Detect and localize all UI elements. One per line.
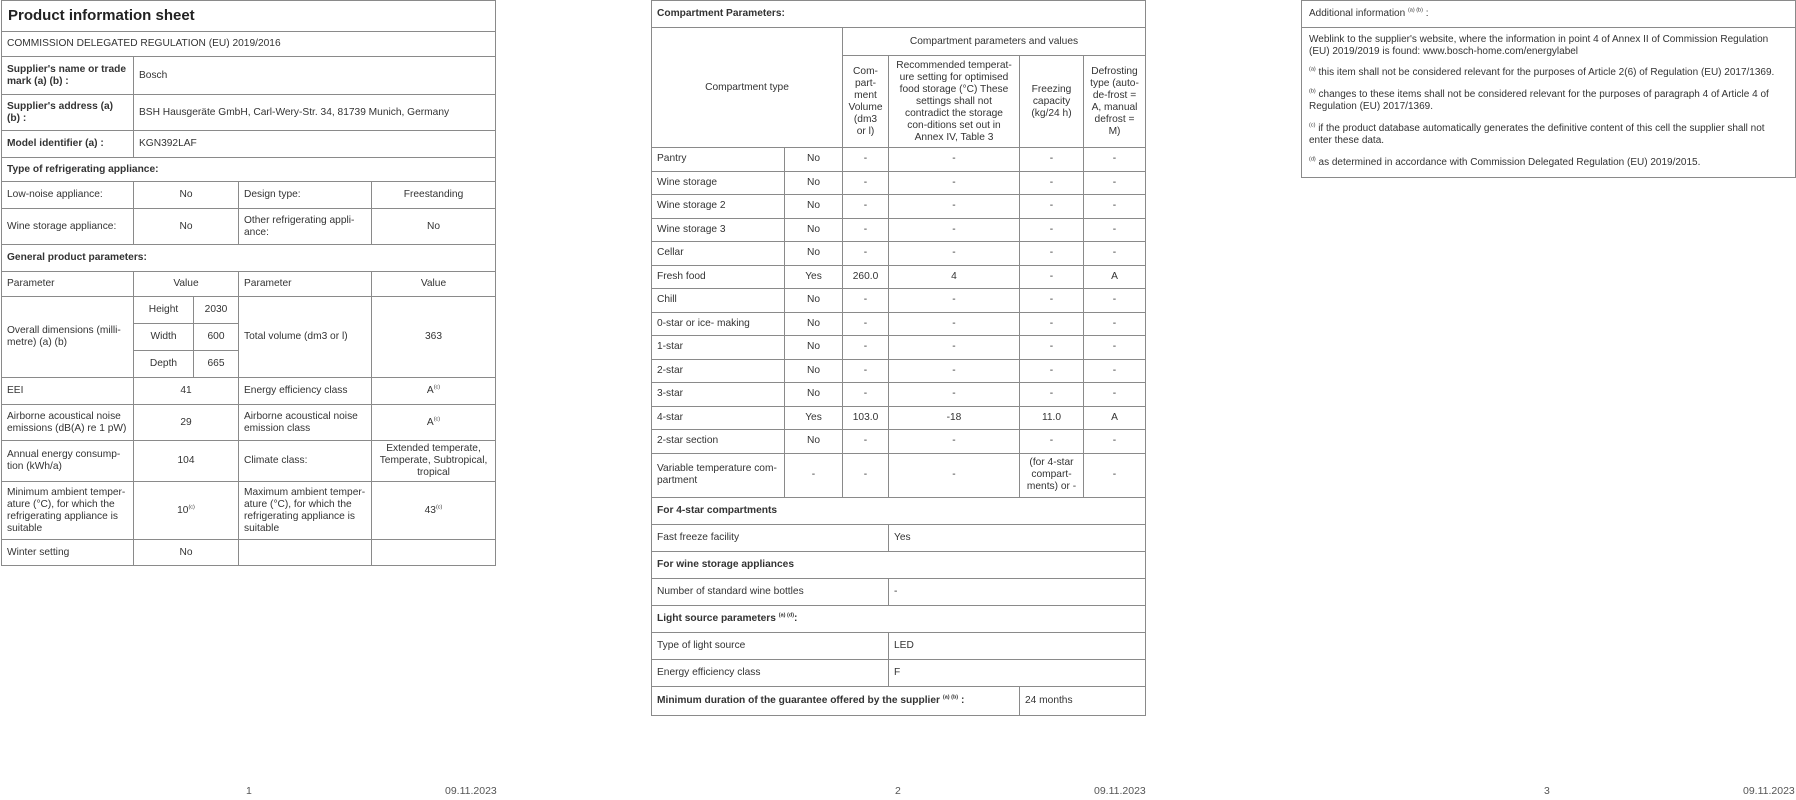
width-label: Width: [134, 324, 194, 351]
compartment-name: 3-star: [652, 383, 785, 407]
compartment-defrost: -: [1084, 336, 1146, 360]
wine-bottles-label: Number of standard wine bottles: [652, 578, 889, 605]
additional-info-heading: Additional information $^{(a) (b)}$ :: [1302, 1, 1796, 28]
weblink-text: Weblink to the supplier's website, where the information in point 4 of Annex II of Commission Regulation (EU) 2019/2019 is found: www.bosch-home.com/energylabel: [1309, 34, 1769, 57]
compartment-present: No: [785, 312, 843, 336]
footnote-d: [1309, 157, 1788, 169]
additional-heading-text: Additional information: [1309, 8, 1406, 19]
noise-class-label: Airborne acoustical noise emission class: [239, 405, 372, 441]
compartment-freezing: -: [1020, 148, 1084, 172]
light-heading-footnote: (a) (d): [778, 612, 795, 619]
compartment-row: [652, 312, 1146, 336]
eec-footnote: (c): [433, 384, 441, 391]
eec-value: A: [426, 385, 434, 396]
compartment-defrost: -: [1084, 195, 1146, 219]
climate-class-label: Climate class:: [239, 441, 372, 482]
model-identifier: KGN392LAF: [134, 131, 496, 158]
compartment-present: No: [785, 171, 843, 195]
type-heading: Type of refrigerating appliance:: [2, 158, 496, 182]
wine-appliance-heading: For wine storage appliances: [652, 551, 1146, 578]
compartment-name: Cellar: [652, 242, 785, 266]
page-2: [651, 0, 1146, 716]
compartment-defrost: A: [1084, 406, 1146, 430]
height-value: 2030: [194, 297, 239, 324]
page-1: [1, 0, 496, 566]
four-star-heading: For 4-star compartments: [652, 497, 1146, 524]
footnote-a-text: this item shall not be considered relevant for the purposes of Article 2(6) of Regulation (EU) 2017/1369.: [1318, 67, 1775, 78]
additional-info-table: [1301, 0, 1796, 178]
compartment-temp: -: [889, 430, 1020, 454]
page-number: 1: [246, 785, 252, 797]
supplier-address-label: Supplier's address (a) (b) :: [2, 95, 134, 131]
compartment-row: [652, 383, 1146, 407]
compartment-name: Wine storage: [652, 171, 785, 195]
footnote-b-marker: (b): [1309, 88, 1316, 95]
compartment-row: [652, 218, 1146, 242]
compartment-defrost: -: [1084, 148, 1146, 172]
compartment-freezing: -: [1020, 312, 1084, 336]
footnote-b-text: changes to these items shall not be considered relevant for the purposes of paragraph 4 of Article 4 of Regulation (EU) 2017/1369.: [1309, 89, 1769, 112]
additional-heading-footnote: (a) (b): [1407, 7, 1423, 14]
compartment-freezing: -: [1020, 430, 1084, 454]
col-value-2: Value: [372, 272, 496, 297]
noise-value: 29: [134, 405, 239, 441]
col-volume: Com-part-ment Volume (dm3 or l): [843, 56, 889, 148]
page-number: 3: [1544, 785, 1550, 797]
min-temp-value: 10: [177, 504, 189, 516]
compartment-name: Chill: [652, 289, 785, 313]
footnote-c: [1309, 123, 1788, 147]
other-appliance-value: No: [372, 209, 496, 245]
compartment-volume: 260.0: [843, 265, 889, 289]
col-recommended-temp: Recommended temperat-ure setting for optimised food storage (°C) These settings shall not contradict the storage con-ditions set out in Annex IV, Table 3: [889, 56, 1020, 148]
annual-energy-label: Annual energy consump-tion (kWh/a): [2, 441, 134, 482]
compartment-present: -: [785, 453, 843, 497]
dimensions-label: Overall dimensions (milli-metre) (a) (b): [2, 297, 134, 378]
page-date: 09.11.2023: [445, 785, 497, 797]
noise-class-cell: [372, 405, 496, 441]
eei-label: EEI: [2, 378, 134, 405]
other-appliance-label: Other refrigerating appli-ance:: [239, 209, 372, 245]
compartment-volume: -: [843, 383, 889, 407]
compartment-defrost: -: [1084, 242, 1146, 266]
compartment-volume: 103.0: [843, 406, 889, 430]
footnote-b: [1309, 89, 1788, 113]
model-label: Model identifier (a) :: [2, 131, 134, 158]
empty-cell: [239, 540, 372, 566]
compartment-freezing: -: [1020, 218, 1084, 242]
footnote-a: [1309, 67, 1788, 79]
compartment-temp: -: [889, 336, 1020, 360]
col-value: Value: [134, 272, 239, 297]
compartment-temp: -: [889, 195, 1020, 219]
max-temp-footnote: (c): [435, 504, 443, 511]
compartment-defrost: -: [1084, 289, 1146, 313]
noise-class-footnote: (c): [433, 416, 441, 423]
compartment-temp: -: [889, 383, 1020, 407]
compartment-present: No: [785, 383, 843, 407]
compartment-freezing: (for 4-star compart-ments) or -: [1020, 453, 1084, 497]
compartment-freezing: -: [1020, 242, 1084, 266]
compartment-row: [652, 148, 1146, 172]
noise-class-value: A: [426, 416, 434, 428]
footnote-a-marker: (a): [1309, 66, 1316, 73]
compartment-defrost: -: [1084, 312, 1146, 336]
col-freezing-capacity: Freezing capacity (kg/24 h): [1020, 56, 1084, 148]
compartment-name: Pantry: [652, 148, 785, 172]
compartment-volume: -: [843, 171, 889, 195]
footnote-d-marker: (d): [1309, 156, 1316, 163]
compartment-row: [652, 359, 1146, 383]
compartment-volume: -: [843, 336, 889, 360]
max-temp-cell: [372, 482, 496, 540]
guarantee-value: 24 months: [1020, 686, 1146, 715]
compartment-row: [652, 195, 1146, 219]
compartment-temp: -: [889, 171, 1020, 195]
compartment-temp: -: [889, 312, 1020, 336]
low-noise-value: No: [134, 182, 239, 209]
total-volume-value: 363: [372, 297, 496, 378]
page-3: [1301, 0, 1796, 178]
compartment-row: [652, 289, 1146, 313]
wine-bottles-value: -: [889, 578, 1146, 605]
compartment-freezing: -: [1020, 359, 1084, 383]
compartment-row: [652, 453, 1146, 497]
compartment-heading: Compartment Parameters:: [652, 1, 1146, 28]
compartment-defrost: -: [1084, 453, 1146, 497]
compartment-name: Wine storage 2: [652, 195, 785, 219]
compartment-temp: -: [889, 359, 1020, 383]
compartment-row: [652, 406, 1146, 430]
compartment-row: [652, 430, 1146, 454]
page-date: 09.11.2023: [1743, 785, 1795, 797]
compartment-name: 0-star or ice- making: [652, 312, 785, 336]
height-label: Height: [134, 297, 194, 324]
winter-setting-value: No: [134, 540, 239, 566]
compartment-name: 1-star: [652, 336, 785, 360]
compartment-present: No: [785, 195, 843, 219]
compartment-present: No: [785, 359, 843, 383]
min-temp-label: Minimum ambient temper-ature (°C), for which the refrigerating appliance is suitable: [2, 482, 134, 540]
compartment-present: No: [785, 336, 843, 360]
compartment-row: [652, 242, 1146, 266]
compartment-defrost: -: [1084, 383, 1146, 407]
compartment-freezing: -: [1020, 195, 1084, 219]
compartment-defrost: -: [1084, 171, 1146, 195]
compartment-temp: -: [889, 453, 1020, 497]
compartment-temp: -18: [889, 406, 1020, 430]
min-temp-footnote: (c): [188, 504, 195, 511]
eei-value: 41: [134, 378, 239, 405]
compartment-name: Fresh food: [652, 265, 785, 289]
compartment-temp: -: [889, 148, 1020, 172]
footnote-d-text: as determined in accordance with Commission Delegated Regulation (EU) 2019/2015.: [1318, 157, 1701, 168]
product-info-table: [1, 0, 496, 566]
compartment-freezing: 11.0: [1020, 406, 1084, 430]
supplier-name-label: Supplier's name or trade mark (a) (b) :: [2, 57, 134, 95]
compartment-volume: -: [843, 430, 889, 454]
col-parameter-2: Parameter: [239, 272, 372, 297]
depth-value: 665: [194, 351, 239, 378]
compartment-volume: -: [843, 218, 889, 242]
wine-storage-value: No: [134, 209, 239, 245]
eec-label: Energy efficiency class: [239, 378, 372, 405]
notes-cell: [1302, 28, 1796, 178]
supplier-address: BSH Hausgeräte GmbH, Carl-Wery-Str. 34, 81739 Munich, Germany: [134, 95, 496, 131]
compartment-volume: -: [843, 195, 889, 219]
page-date: 09.11.2023: [1094, 785, 1146, 797]
compartment-name: 2-star: [652, 359, 785, 383]
supplier-name: Bosch: [134, 57, 496, 95]
climate-class-value: Extended temperate, Temperate, Subtropical, tropical: [372, 441, 496, 482]
compartment-row: [652, 336, 1146, 360]
compartment-freezing: -: [1020, 171, 1084, 195]
fast-freeze-value: Yes: [889, 524, 1146, 551]
winter-setting-label: Winter setting: [2, 540, 134, 566]
compartment-present: Yes: [785, 406, 843, 430]
footnote-c-text: if the product database automatically generates the definitive content of this cell the supplier shall not enter these data.: [1309, 123, 1765, 146]
page-title: Product information sheet: [2, 1, 496, 32]
compartment-freezing: -: [1020, 265, 1084, 289]
max-temp-label: Maximum ambient temper-ature (°C), for which the refrigerating appliance is suitable: [239, 482, 372, 540]
min-temp-cell: [134, 482, 239, 540]
light-type-value: LED: [889, 632, 1146, 659]
compartment-name: Wine storage 3: [652, 218, 785, 242]
page-number: 2: [895, 785, 901, 797]
compartment-volume: -: [843, 359, 889, 383]
compartment-volume: -: [843, 453, 889, 497]
fast-freeze-label: Fast freeze facility: [652, 524, 889, 551]
guarantee-label: Minimum duration of the guarantee offered by the supplier: [657, 694, 941, 706]
width-value: 600: [194, 324, 239, 351]
compartment-temp: -: [889, 218, 1020, 242]
compartment-defrost: -: [1084, 218, 1146, 242]
low-noise-label: Low-noise appliance:: [2, 182, 134, 209]
general-heading: General product parameters:: [2, 245, 496, 272]
compartment-table: [651, 0, 1146, 716]
footnote-c-marker: (c): [1309, 122, 1316, 129]
compartment-temp: -: [889, 242, 1020, 266]
light-eec-value: F: [889, 659, 1146, 686]
empty-cell: [372, 540, 496, 566]
compartment-temp: 4: [889, 265, 1020, 289]
compartment-row: [652, 265, 1146, 289]
noise-label: Airborne acoustical noise emissions (dB(A) re 1 pW): [2, 405, 134, 441]
max-temp-value: 43: [424, 504, 436, 516]
guarantee-footnote: (a) (b): [942, 694, 959, 701]
wine-storage-label: Wine storage appliance:: [2, 209, 134, 245]
compartment-rows: [652, 148, 1146, 498]
compartment-present: No: [785, 218, 843, 242]
compartment-name: 2-star section: [652, 430, 785, 454]
design-type-label: Design type:: [239, 182, 372, 209]
compartment-present: Yes: [785, 265, 843, 289]
guarantee-label-cell: Minimum duration of the guarantee offered by the supplier $^{(a) (b)}$ :: [652, 686, 1020, 715]
regulation-text: COMMISSION DELEGATED REGULATION (EU) 2019/2016: [2, 32, 496, 57]
compartment-volume: -: [843, 312, 889, 336]
compartment-volume: -: [843, 148, 889, 172]
compartment-name: 4-star: [652, 406, 785, 430]
compartment-name: Variable temperature com-partment: [652, 453, 785, 497]
compartment-volume: -: [843, 242, 889, 266]
compartment-volume: -: [843, 289, 889, 313]
design-type-value: Freestanding: [372, 182, 496, 209]
light-source-heading: Light source parameters $^{(a) (d)}$:: [652, 605, 1146, 632]
compartment-freezing: -: [1020, 336, 1084, 360]
compartment-present: No: [785, 148, 843, 172]
compartment-present: No: [785, 289, 843, 313]
eec-cell: [372, 378, 496, 405]
col-parameter: Parameter: [2, 272, 134, 297]
compartment-temp: -: [889, 289, 1020, 313]
depth-label: Depth: [134, 351, 194, 378]
light-eec-label: Energy efficiency class: [652, 659, 889, 686]
compartment-present: No: [785, 242, 843, 266]
compartment-row: [652, 171, 1146, 195]
annual-energy-value: 104: [134, 441, 239, 482]
compartment-defrost: -: [1084, 430, 1146, 454]
light-heading-text: Light source parameters: [657, 612, 776, 624]
values-heading: Compartment parameters and values: [843, 28, 1146, 56]
total-volume-label: Total volume (dm3 or l): [239, 297, 372, 378]
col-defrosting-type: Defrosting type (auto-de-frost = A, manual defrost = M): [1084, 56, 1146, 148]
col-compartment-type: Compartment type: [652, 28, 843, 148]
compartment-freezing: -: [1020, 289, 1084, 313]
compartment-defrost: -: [1084, 359, 1146, 383]
compartment-present: No: [785, 430, 843, 454]
compartment-freezing: -: [1020, 383, 1084, 407]
compartment-defrost: A: [1084, 265, 1146, 289]
light-type-label: Type of light source: [652, 632, 889, 659]
